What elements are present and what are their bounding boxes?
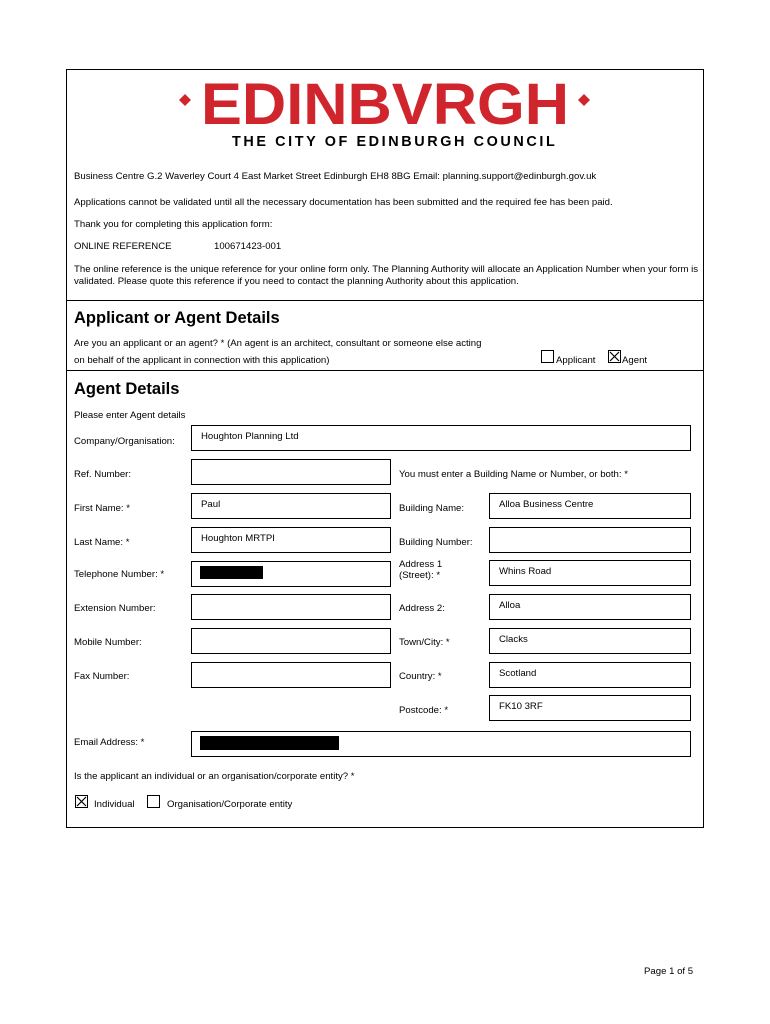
- fax-field[interactable]: [191, 662, 391, 688]
- redacted-email: [200, 736, 339, 750]
- address1-label-line1: Address 1: [399, 559, 443, 570]
- agent-checkbox[interactable]: [608, 350, 621, 363]
- ref-number-label: Ref. Number:: [74, 469, 132, 480]
- email-label: Email Address: *: [74, 737, 145, 748]
- applicant-option-label: Applicant: [556, 355, 596, 366]
- checkbox-cross-icon: [76, 796, 87, 807]
- company-field[interactable]: Houghton Planning Ltd: [191, 425, 691, 451]
- redacted-telephone: [200, 566, 263, 579]
- building-number-label: Building Number:: [399, 537, 473, 548]
- last-name-label: Last Name: *: [74, 537, 130, 548]
- first-name-label: First Name: *: [74, 503, 130, 514]
- organisation-option-label: Organisation/Corporate entity: [167, 799, 293, 810]
- first-name-field[interactable]: Paul: [191, 493, 391, 519]
- extension-field[interactable]: [191, 594, 391, 620]
- town-city-field[interactable]: Clacks: [489, 628, 691, 654]
- council-name: THE CITY OF EDINBURGH COUNCIL: [232, 134, 558, 150]
- town-city-label: Town/City: *: [399, 637, 450, 648]
- mobile-field[interactable]: [191, 628, 391, 654]
- entity-question: Is the applicant an individual or an organisation/corporate entity? *: [74, 771, 355, 782]
- country-field[interactable]: Scotland: [489, 662, 691, 688]
- applicant-checkbox[interactable]: [541, 350, 554, 363]
- online-reference-label: ONLINE REFERENCE: [74, 241, 172, 252]
- postcode-field[interactable]: FK10 3RF: [489, 695, 691, 721]
- online-reference-value: 100671423-001: [214, 241, 282, 252]
- building-name-label: Building Name:: [399, 503, 465, 514]
- fax-label: Fax Number:: [74, 671, 130, 682]
- postcode-label: Postcode: *: [399, 705, 449, 716]
- address2-label: Address 2:: [399, 603, 445, 614]
- agent-details-intro: Please enter Agent details: [74, 410, 186, 421]
- logo-diamond-right-icon: [578, 94, 590, 106]
- thank-you-text: Thank you for completing this application form:: [74, 219, 273, 230]
- reference-note: The online reference is the unique reference for your online form only. The Planning Authority will allocate an Application Number when your form is validated. Please quote this reference if you need to contact the planning Authority about this application.: [74, 264, 699, 287]
- mobile-label: Mobile Number:: [74, 637, 142, 648]
- agent-question-line2: on behalf of the applicant in connection with this application): [74, 355, 330, 366]
- logo-wordmark: EDINBVRGH: [201, 74, 569, 130]
- building-number-field[interactable]: [489, 527, 691, 553]
- building-requirement-note: You must enter a Building Name or Number, or both: *: [399, 469, 628, 480]
- edinburgh-logo: [200, 74, 570, 130]
- country-label: Country: *: [399, 671, 442, 682]
- agent-details-heading: Agent Details: [74, 380, 180, 398]
- address1-field[interactable]: Whins Road: [489, 560, 691, 586]
- address1-label-line2: (Street): *: [399, 570, 441, 581]
- checkbox-cross-icon: [609, 351, 620, 362]
- organisation-checkbox[interactable]: [147, 795, 160, 808]
- section-divider: [66, 300, 704, 301]
- section-divider: [66, 370, 704, 371]
- address2-field[interactable]: Alloa: [489, 594, 691, 620]
- agent-option-label: Agent: [622, 355, 648, 366]
- address-line: Business Centre G.2 Waverley Court 4 East Market Street Edinburgh EH8 8BG Email: planning.support@edinburgh.gov.uk: [74, 171, 597, 182]
- building-name-field[interactable]: Alloa Business Centre: [489, 493, 691, 519]
- ref-number-field[interactable]: [191, 459, 391, 485]
- validation-notice: Applications cannot be validated until all the necessary documentation has been submitted and the required fee has been paid.: [74, 197, 613, 208]
- extension-label: Extension Number:: [74, 603, 156, 614]
- company-label: Company/Organisation:: [74, 436, 175, 447]
- individual-checkbox[interactable]: [75, 795, 88, 808]
- last-name-field[interactable]: Houghton MRTPI: [191, 527, 391, 553]
- telephone-label: Telephone Number: *: [74, 569, 165, 580]
- page-number: Page 1 of 5: [644, 966, 694, 977]
- agent-question-line1: Are you an applicant or an agent? * (An agent is an architect, consultant or someone else acting: [74, 338, 482, 349]
- applicant-agent-heading: Applicant or Agent Details: [74, 309, 280, 327]
- logo-diamond-left-icon: [179, 94, 191, 106]
- individual-option-label: Individual: [94, 799, 135, 810]
